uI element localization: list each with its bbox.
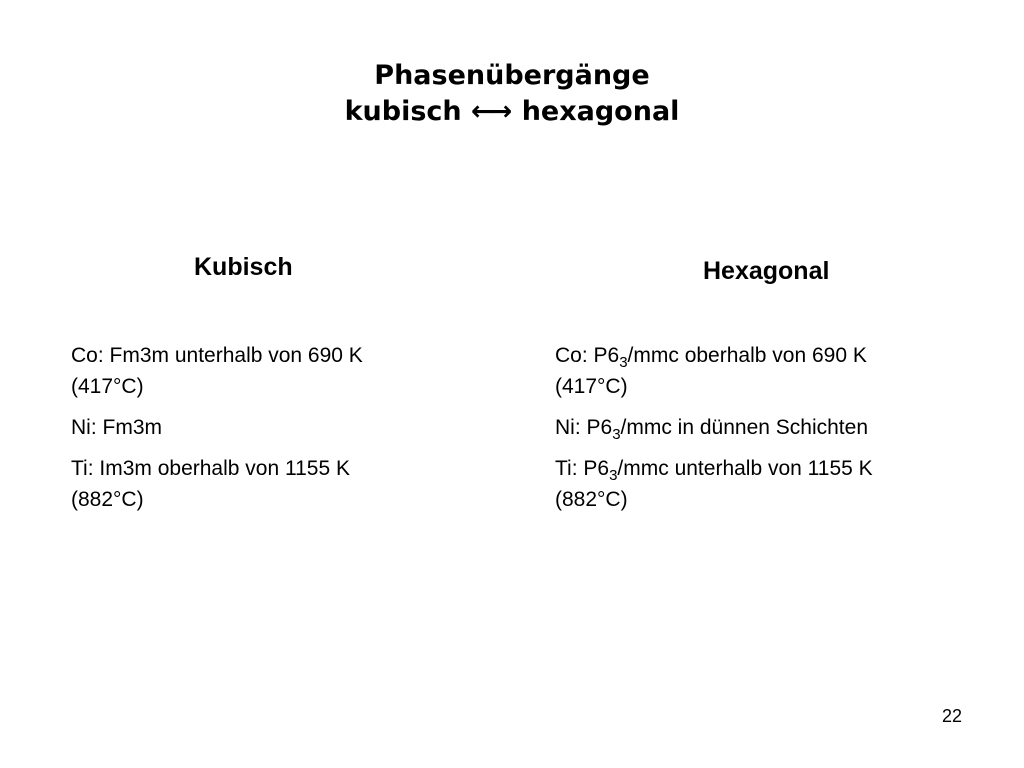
entry-temperature: (882°C) bbox=[71, 488, 144, 511]
heading-kubisch: Kubisch bbox=[194, 253, 293, 281]
entry-ti-kubisch bbox=[71, 453, 511, 515]
entry-ni-kubisch bbox=[71, 412, 511, 443]
entry-temperature: (417°C) bbox=[71, 375, 144, 398]
entry-text: Ni: Fm3m bbox=[71, 416, 162, 439]
space-group-prefix: Co: P6 bbox=[555, 344, 620, 367]
entry-text bbox=[555, 340, 995, 371]
space-group-prefix: Ti: P6 bbox=[555, 457, 610, 480]
double-arrow-icon: ←→ bbox=[471, 96, 509, 127]
entry-temperature: (882°C) bbox=[555, 488, 628, 511]
entry-co-kubisch bbox=[71, 340, 511, 402]
space-group-suffix: /mmc unterhalb von 1155 K bbox=[617, 457, 873, 480]
space-group-prefix: Ni: P6 bbox=[555, 416, 613, 439]
entry-ti-hexagonal bbox=[555, 453, 995, 515]
page-number: 22 bbox=[941, 706, 962, 726]
heading-hexagonal: Hexagonal bbox=[703, 257, 830, 285]
slide-title bbox=[0, 58, 1024, 130]
space-group-suffix: /mmc in dünnen Schichten bbox=[620, 416, 868, 439]
title-kubisch: kubisch bbox=[344, 96, 462, 127]
title-line-2 bbox=[0, 94, 1024, 130]
entry-text bbox=[555, 453, 995, 484]
space-group-subscript: 3 bbox=[619, 354, 628, 371]
entry-co-hexagonal bbox=[555, 340, 995, 402]
entry-text: Co: Fm3m unterhalb von 690 K bbox=[71, 344, 363, 367]
entry-text bbox=[555, 412, 995, 443]
title-line-1: Phasenübergänge bbox=[374, 60, 650, 91]
column-kubisch bbox=[71, 340, 511, 525]
space-group-subscript: 3 bbox=[612, 426, 621, 443]
entry-ni-hexagonal bbox=[555, 412, 995, 443]
space-group-subscript: 3 bbox=[609, 467, 618, 484]
space-group-suffix: /mmc oberhalb von 690 K bbox=[627, 344, 867, 367]
column-hexagonal bbox=[555, 340, 995, 525]
entry-text: Ti: Im3m oberhalb von 1155 K bbox=[71, 457, 350, 480]
title-hexagonal: hexagonal bbox=[521, 96, 680, 127]
entry-temperature: (417°C) bbox=[555, 375, 628, 398]
